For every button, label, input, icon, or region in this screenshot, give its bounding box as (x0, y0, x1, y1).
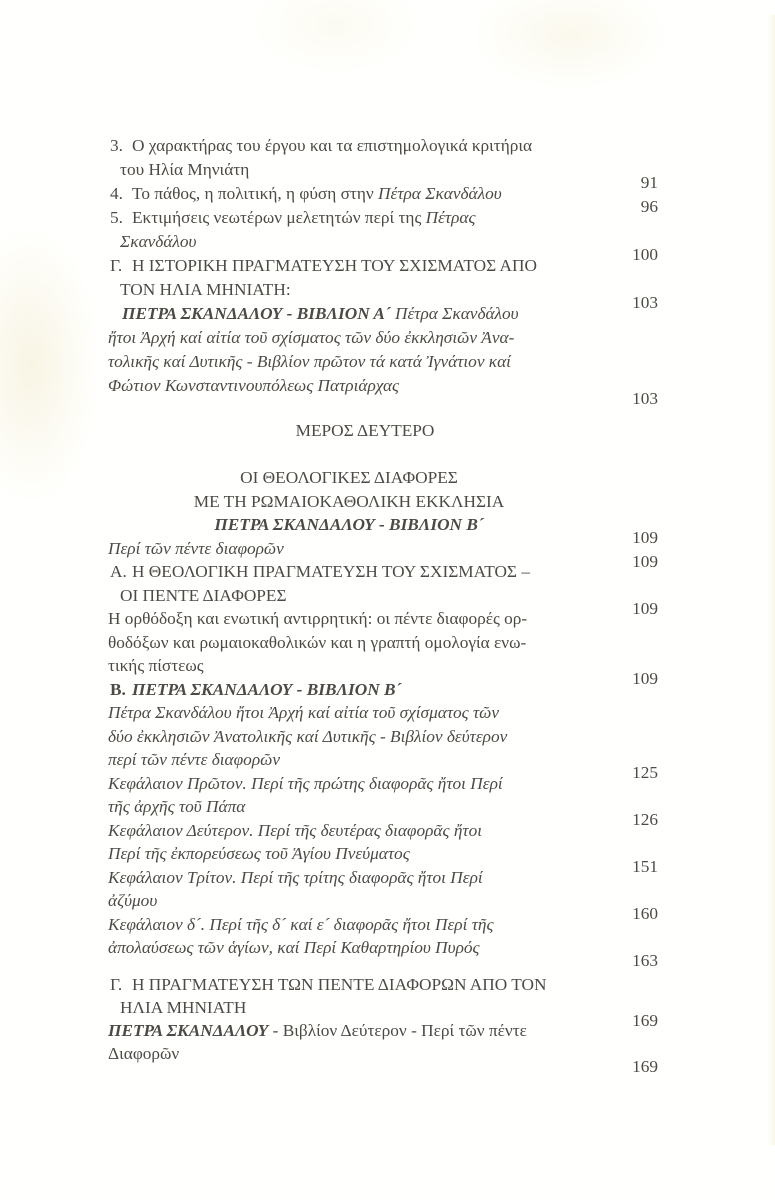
toc-text-segment: 4. (110, 184, 123, 203)
toc-entry-text (0, 254, 537, 302)
toc-entry-text (0, 182, 502, 206)
toc-text-segment: Ο χαρακτήρας του έργου και τα επιστημολογικά κριτήρια (132, 136, 533, 155)
toc-line (0, 374, 519, 398)
toc-line (0, 560, 530, 584)
toc-text-segment: ΠΕΤΡΑ ΣΚΑΝΔΑΛΟΥ - ΒΙΒΛΙΟΝ Β´ (132, 679, 402, 699)
page-number: 109 (632, 528, 658, 547)
toc-text-segment: Κεφάλαιον Πρῶτον. Περί τῆς πρώτης διαφορᾶς ἤτοι Περί (108, 773, 503, 793)
scan-smudge (250, 0, 420, 75)
toc-text-segment: 5. (110, 208, 123, 227)
toc-text-segment: ΠΕΤΡΑ ΣΚΑΝΔΑΛΟΥ (108, 1021, 269, 1040)
section-part-heading (0, 419, 658, 443)
toc-text-segment: Η ΙΣΤΟΡΙΚΗ ΠΡΑΓΜΑΤΕΥΣΗ ΤΟΥ ΣΧΙΣΜΑΤΟΣ ΑΠΟ (132, 256, 537, 275)
toc-entry-text (0, 866, 488, 913)
toc-entry-text (0, 772, 503, 819)
page-number: 103 (632, 293, 658, 312)
page-number: 91 (640, 173, 658, 192)
toc-line (0, 134, 532, 158)
toc-line (0, 936, 493, 960)
toc-entry-text (0, 819, 488, 866)
page-number: 126 (632, 810, 658, 829)
toc-entry-text (0, 973, 546, 1019)
toc-line (0, 466, 590, 490)
scan-smudge (767, 15, 775, 1145)
toc-text-segment: ἀζύμου (108, 891, 158, 910)
toc-text-segment: τολικῆς καί Δυτικῆς - Βιβλίον πρῶτον τά κατά Ἰγνάτιον καί (108, 352, 511, 371)
toc-text-segment: Γ. (110, 975, 123, 994)
page-number: 109 (632, 669, 658, 688)
toc-line (0, 254, 537, 278)
toc-entry-text (0, 1019, 527, 1065)
toc-line (0, 795, 503, 819)
toc-text-segment: Σκανδάλου (120, 232, 197, 251)
toc-line (0, 996, 546, 1019)
toc-text-segment: Περί τῶν πέντε διαφορῶν (108, 538, 284, 558)
toc-line (0, 513, 590, 537)
toc-entry (0, 466, 658, 547)
toc-entry-text (0, 206, 488, 254)
toc-text-segment: Γ. (110, 256, 123, 275)
toc-line (0, 973, 546, 996)
toc-line (0, 419, 606, 443)
toc-text-segment: Πέτρα Σκανδάλου ἤτοι Ἀρχή καί αἰτία τοῦ σχίσματος τῶν (108, 703, 500, 722)
toc-line (0, 842, 488, 866)
page-number: 96 (640, 197, 658, 216)
toc-text-segment: ΠΕΤΡΑ ΣΚΑΝΔΑΛΟΥ - ΒΙΒΛΙΟΝ Β´ (214, 515, 484, 534)
toc-line (0, 182, 502, 206)
toc-text-segment: Εκτιμήσεις νεωτέρων μελετητών περί της (132, 208, 426, 227)
toc-line (0, 819, 488, 843)
toc-text-segment: του Ηλία Μηνιάτη (120, 160, 250, 179)
section-toc-part2 (0, 466, 658, 970)
toc-entry-text (0, 537, 488, 561)
toc-line (0, 230, 488, 254)
toc-text-segment: Η ΘΕΟΛΟΓΙΚΗ ΠΡΑΓΜΑΤΕΥΣΗ ΤΟΥ ΣΧΙΣΜΑΤΟΣ – (132, 562, 530, 581)
toc-text-segment: Περί τῆς ἐκπορεύσεως τοῦ Ἁγίου Πνεύματος (108, 844, 410, 863)
scan-smudge (470, 0, 670, 90)
toc-entry-text (0, 913, 493, 960)
toc-line (0, 631, 527, 655)
toc-text-segment: 3. (110, 136, 123, 155)
toc-line (0, 278, 537, 302)
toc-entry-text (0, 701, 507, 772)
toc-text-segment: Α. (110, 562, 127, 581)
toc-text-segment: ἀπολαύσεως τῶν ἁγίων, καί Περί Καθαρτηρίου Πυρός (108, 938, 480, 957)
toc-entry-text (0, 678, 488, 702)
toc-text-segment: Πέτρας (425, 208, 476, 227)
toc-line (0, 584, 530, 608)
toc-text-segment: θοδόξων και ρωμαιοκαθολικών και η γραπτή ομολογία ενω- (108, 632, 527, 652)
page-number: 163 (632, 951, 658, 970)
toc-text-segment: Κεφάλαιον δ´. Περί τῆς δ´ καί ε´ διαφορᾶς ἤτοι Περί τῆς (108, 914, 494, 934)
page-number: 160 (632, 904, 658, 923)
toc-text-segment: τικής πίστεως (108, 656, 204, 675)
toc-text-segment: ΤΟΝ ΗΛΙΑ ΜΗΝΙΑΤΗ: (120, 280, 291, 299)
toc-line (0, 350, 519, 374)
toc-text-segment: Φώτιον Κωνσταντινουπόλεως Πατριάρχας (108, 376, 400, 395)
section-toc-top (0, 134, 658, 408)
toc-entry-text (0, 302, 519, 398)
page-number: 100 (632, 245, 658, 264)
toc-text-segment: Πέτρα Σκανδάλου (394, 304, 519, 323)
toc-entry (0, 419, 658, 443)
toc-line (0, 654, 527, 678)
toc-entry (0, 537, 658, 571)
toc-text-segment: δύο ἐκκλησιῶν Ἀνατολικῆς καί Δυτικῆς - Βιβλίον δεύτερον (108, 726, 508, 746)
page-number: 151 (632, 857, 658, 876)
toc-line (0, 607, 527, 631)
toc-line (0, 701, 507, 725)
toc-entry-text (0, 466, 590, 537)
toc-text-segment: Πέτρα Σκανδάλου (378, 184, 502, 203)
section-toc-part2-g (0, 973, 658, 1076)
toc-line (0, 725, 507, 749)
toc-entry-text (0, 560, 530, 607)
toc-line (0, 889, 488, 913)
toc-text-segment: ΜΕ ΤΗ ΡΩΜΑΙΟΚΑΘΟΛΙΚΗ ΕΚΚΛΗΣΙΑ (193, 491, 505, 511)
toc-line (0, 748, 507, 772)
toc-entry-text (0, 419, 606, 443)
page-number: 109 (632, 598, 658, 618)
toc-text-segment: Β. (110, 679, 126, 699)
toc-text-segment: τῆς ἀρχῆς τοῦ Πάπα (108, 797, 246, 816)
toc-text-segment: Κεφάλαιον Τρίτον. Περί τῆς τρίτης διαφορᾶς ἤτοι Περί (108, 867, 483, 887)
toc-text-segment: Η ορθόδοξη και ενωτική αντιρρητική: οι πέντε διαφορές ορ- (108, 609, 528, 628)
toc-line (0, 490, 590, 514)
toc-line (0, 866, 488, 890)
toc-line (0, 206, 488, 230)
toc-line (0, 913, 493, 937)
toc-entry (0, 302, 658, 408)
toc-entry (0, 973, 658, 1030)
toc-entry-text (0, 607, 527, 678)
page-number: 125 (632, 763, 658, 782)
page-number: 109 (632, 551, 658, 571)
toc-line (0, 678, 488, 702)
toc-entry (0, 134, 658, 192)
toc-line (0, 326, 519, 350)
page-number: 103 (632, 389, 658, 408)
toc-text-segment: - Βιβλίον Δεύτερον - Περί τῶν πέντε (268, 1021, 527, 1040)
toc-entry (0, 701, 658, 782)
toc-line (0, 772, 503, 796)
page-number: 169 (632, 1011, 658, 1030)
toc-text-segment: Διαφορῶν (108, 1044, 180, 1063)
toc-text-segment: Η ΠΡΑΓΜΑΤΕΥΣΗ ΤΩΝ ΠΕΝΤΕ ΔΙΑΦΟΡΩΝ ΑΠΟ ΤΟΝ (132, 975, 547, 994)
toc-line (0, 302, 519, 326)
toc-text-segment: ΟΙ ΘΕΟΛΟΓΙΚΕΣ ΔΙΑΦΟΡΕΣ (240, 468, 458, 487)
toc-text-segment: ΠΕΤΡΑ ΣΚΑΝΔΑΛΟΥ - ΒΙΒΛΙΟΝ Α´ (122, 304, 395, 323)
toc-text-segment: περί τῶν πέντε διαφορῶν (108, 750, 280, 769)
toc-text-segment: ἤτοι Ἀρχή καί αἰτία τοῦ σχίσματος τῶν δύο ἐκκλησιῶν Ἀνα- (108, 328, 515, 347)
toc-text-segment: Κεφάλαιον Δεύτερον. Περί τῆς δευτέρας διαφορᾶς ἤτοι (108, 820, 483, 840)
toc-line (0, 537, 488, 561)
toc-entry-text (0, 134, 532, 182)
toc-line (0, 158, 532, 182)
toc-text-segment: ΟΙ ΠΕΝΤΕ ΔΙΑΦΟΡΕΣ (120, 585, 287, 605)
toc-text-segment: ΗΛΙΑ ΜΗΝΙΑΤΗ (120, 998, 247, 1017)
toc-line (0, 1042, 527, 1065)
toc-text-segment: ΜΕΡΟΣ ΔΕΥΤΕΡΟ (295, 421, 435, 440)
toc-line (0, 1019, 527, 1042)
page-number: 169 (632, 1057, 658, 1076)
toc-text-segment: Το πάθος, η πολιτική, η φύση στην (132, 184, 379, 203)
